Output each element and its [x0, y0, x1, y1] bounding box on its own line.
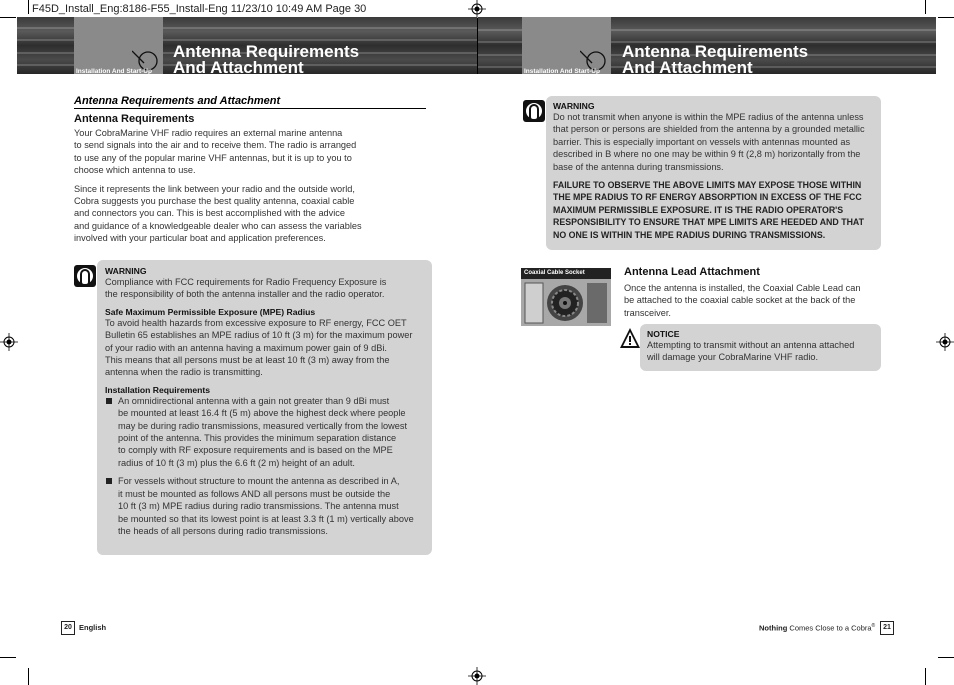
page-number: 21 — [880, 621, 894, 635]
mpe-radius-text — [105, 317, 427, 379]
text-line: To avoid health hazards from excessive exposure to RF energy, FCC OET — [105, 317, 407, 328]
text-line: antenna when the radio is transmitting. — [105, 367, 263, 378]
warning-caps-text — [553, 179, 877, 241]
page-number: 20 — [61, 621, 75, 635]
list-item — [105, 475, 427, 537]
registration-mark-icon — [936, 333, 954, 351]
text-line: it must be mounted as follows AND all persons must be outside the — [118, 488, 391, 499]
antenna-requirements-heading: Antenna Requirements — [74, 113, 195, 125]
crop-mark — [28, 668, 29, 685]
left-banner-title — [173, 44, 359, 76]
installation-requirements-heading: Installation Requirements — [105, 384, 211, 395]
text-line: Once the antenna is installed, the Coaxial Cable Lead can — [624, 283, 861, 293]
left-section-tab — [74, 17, 163, 74]
bullet-icon — [106, 398, 112, 404]
text-line: THE MPE RADIUS TO RF ENERGY ABSORPTION IN EXCESS OF THE FCC — [553, 192, 862, 203]
left-warning-box — [97, 260, 432, 555]
text-line: Do not transmit when anyone is within the MPE radius of the antenna unless — [553, 112, 864, 122]
text-line: MAXIMUM PERMISSIBLE EXPOSURE. IT IS THE RADIO OPERATOR'S — [553, 204, 844, 215]
left-banner-title-line1: Antenna Requirements — [173, 42, 360, 61]
footer-tagline — [759, 623, 875, 633]
left-banner-title-line2: And Attachment — [173, 58, 304, 77]
text-line: to send signals into the air and to receive them. The radio is arranged — [74, 140, 357, 151]
notice-box — [640, 324, 881, 371]
intro-text — [74, 127, 394, 251]
warning-text — [553, 111, 877, 173]
crop-mark — [0, 657, 16, 658]
text-line: the responsibility of both the antenna installer and the radio operator. — [105, 289, 385, 300]
section-heading: Antenna Requirements and Attachment — [74, 95, 281, 107]
text-line: and connectors you can. This is best accomplished with the advice — [74, 208, 346, 219]
crop-mark — [938, 657, 954, 658]
bullet-icon — [106, 478, 112, 484]
text-line: that person or persons are shielded from the antenna by a grounded metallic — [553, 124, 865, 135]
text-line: be mounted at least 16.4 ft (5 m) above the highest deck where people — [118, 408, 406, 419]
left-tab-label: Installation And Start-Up — [76, 68, 152, 75]
right-banner-title-line1: Antenna Requirements — [622, 42, 809, 61]
text-line: be mounted so that its lowest point is at least 3.3 ft (1 m) vertically above — [118, 513, 414, 524]
print-slug: F45D_Install_Eng:8186-F55_Install-Eng 11/23/10 10:49 AM Page 30 — [32, 3, 367, 15]
text-line: to use any of the popular marine VHF antennas, but it is up to you to — [74, 152, 352, 163]
registration-mark-icon — [468, 0, 486, 18]
right-tab-label: Installation And Start-Up — [524, 68, 600, 75]
text-line: 10 ft (3 m) MPE radius during radio transmissions. The antenna must — [118, 501, 399, 512]
crop-mark — [925, 668, 926, 685]
text-line: Compliance with FCC requirements for Radio Frequency Exposure is — [105, 277, 387, 287]
intro-paragraph-1 — [74, 127, 394, 177]
text-line: may be during radio transmissions, measured vertically from the lowest — [118, 420, 408, 431]
text-line: Attempting to transmit without an antenna attached — [647, 340, 855, 350]
caution-triangle-icon — [619, 327, 641, 349]
warning-title: WARNING — [105, 266, 147, 276]
crop-mark — [938, 17, 954, 18]
list-item — [105, 395, 427, 469]
registration-mark-icon — [0, 333, 18, 351]
section-rule — [74, 108, 426, 109]
notice-title: NOTICE — [647, 329, 680, 339]
photo-caption: Coaxial Cable Socket — [521, 268, 611, 279]
intro-paragraph-2 — [74, 183, 394, 245]
tagline-text: Comes Close to a Cobra — [789, 623, 872, 633]
coaxial-socket-image — [521, 279, 611, 326]
registered-mark: ® — [871, 623, 876, 629]
right-banner-title-line2: And Attachment — [622, 58, 753, 77]
text-line: For vessels without structure to mount the antenna as described in A, — [118, 476, 400, 487]
text-line: Your CobraMarine VHF radio requires an external marine antenna — [74, 128, 343, 138]
crop-mark — [0, 17, 16, 18]
warning-text — [105, 276, 427, 301]
warning-icon — [523, 100, 545, 122]
coaxial-socket-photo — [521, 268, 611, 326]
text-line: of your radio with an antenna having a maximum power gain of 9 dBi. — [105, 342, 387, 353]
text-line: Cobra suggests you purchase the best quality antenna, coaxial cable — [74, 196, 355, 207]
crop-mark — [925, 0, 926, 14]
text-line: choose which antenna to use. — [74, 165, 196, 176]
antenna-lead-text — [624, 282, 884, 319]
text-line: the heads of all persons during radio transmissions. — [118, 525, 328, 536]
text-line: RESPONSIBILITY TO ENSURE THAT MPE LIMITS ARE HEEDED AND THAT — [553, 217, 865, 228]
text-line: base of the antenna during transmissions. — [553, 161, 724, 172]
text-line: will damage your CobraMarine VHF radio. — [647, 352, 819, 363]
text-line: FAILURE TO OBSERVE THE ABOVE LIMITS MAY EXPOSE THOSE WITHIN — [553, 180, 862, 191]
text-line: An omnidirectional antenna with a gain not greater than 9 dBi must — [118, 395, 390, 406]
warning-title: WARNING — [553, 101, 595, 111]
footer-language: English — [79, 623, 107, 632]
text-line: described in B where no one may be within 9 ft (2,8 m) horizontally from the — [553, 149, 861, 160]
tagline-bold: Nothing — [759, 623, 788, 633]
notice-text — [647, 339, 877, 364]
registration-mark-icon — [468, 667, 486, 685]
crop-mark — [28, 0, 29, 14]
right-banner-title — [622, 44, 808, 76]
text-line: barrier. This is especially important on vessels with antennas mounted as — [553, 136, 851, 147]
text-line: Since it represents the link between your radio and the outside world, — [74, 183, 355, 194]
mpe-radius-heading: Safe Maximum Permissible Exposure (MPE) Radius — [105, 306, 316, 317]
text-line: Bulletin 65 establishes an MPE radius of 10 ft (3 m) for the maximum power — [105, 330, 413, 341]
antenna-lead-heading: Antenna Lead Attachment — [624, 266, 760, 278]
right-section-tab — [522, 17, 611, 74]
text-line: involved with your particular boat and application preferences. — [74, 233, 326, 244]
text-line: to comply with RF exposure requirements and is based on the MPE — [118, 445, 393, 456]
warning-icon — [74, 265, 96, 287]
text-line: be attached to the coaxial cable socket at the back of the — [624, 295, 856, 306]
text-line: NO ONE IS WITHIN THE MPE RADIUS DURING TRANSMISSIONS. — [553, 229, 826, 240]
text-line: This means that all persons must be at least 10 ft (3 m) away from the — [105, 355, 390, 366]
text-line: point of the antenna. This provides the minimum separation distance — [118, 433, 397, 444]
text-line: and guidance of a knowledgeable dealer who can assess the variables — [74, 220, 362, 231]
right-warning-box — [546, 96, 881, 250]
text-line: transceiver. — [624, 307, 671, 318]
text-line: radius of 10 ft (3 m) plus the 6.6 ft (2 m) height of an adult. — [118, 457, 355, 468]
